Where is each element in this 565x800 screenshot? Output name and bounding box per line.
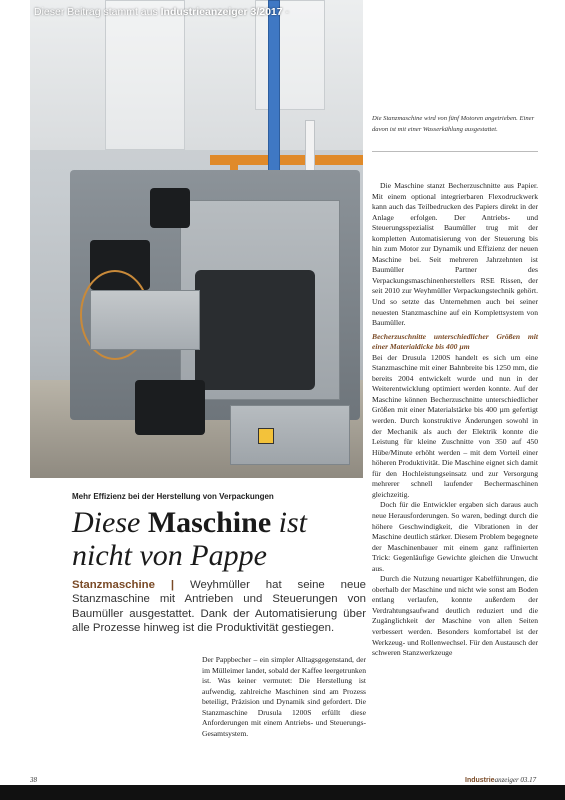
footer-brand-italic: anzeiger bbox=[494, 776, 519, 784]
page-number: 38 bbox=[30, 776, 37, 784]
headline-word-1: Diese bbox=[72, 506, 141, 539]
subheading: Becherzuschnitte unterschiedlicher Größen mit einer Materialdicke bis 400 µm bbox=[372, 331, 538, 352]
right-column bbox=[372, 181, 538, 659]
right-paragraph-3: Doch für die Entwickler ergaben sich daraus auch neue Herausforderungen. So waren, bedingt durch die höhere Geschwindigkeit, die Vibrationen in der Maschine deutlich stärker. Diesem Problem begegnete der Maschinenbauer mit einem ganz raffinierten Trick: Gegenläufige Gewichte gleichen die Unwucht aus. bbox=[372, 500, 538, 573]
photo-front-panel bbox=[90, 290, 200, 350]
source-line bbox=[32, 3, 300, 21]
source-magazine: Industrieanzeiger 3/2017 bbox=[160, 6, 283, 18]
article-lead bbox=[72, 578, 366, 635]
photo-glass-hood bbox=[105, 0, 185, 150]
right-paragraph-2: Bei der Drusula 1200S handelt es sich um eine Stanzmaschine mit einer Bahnbreite bis 1250 mm, die bereits 2004 entwickelt wurde und nun in der Weiterentwicklung optimiert werden konnte. Auf der Maschine können Becherzuschnitte unterschiedlicher Größen mit einer Materialstärke bis 400 µm gefertigt werden. Durch konstruktive Änderungen sowohl in der Mechanik als auch der Elektrik konnte die Leistung für kleine Zuschnitte von 350 auf 450 Hübe/Minute erhöht werden – mit dem Vorteil einer höheren Produktivität. Die Maschine eignet sich damit für den Hochleistungseinsatz und zur Versorgung mehrerer schnell laufender Bechermaschinen gleichzeitig. bbox=[372, 352, 538, 499]
footer-issue: 03.17 bbox=[518, 776, 537, 784]
photo-caption: Die Stanzmaschine wird von fünf Motoren angetrieben. Einer davon ist mit einer Wasserkühlung ausgestattet. bbox=[372, 115, 535, 133]
lead-text: Weyhmüller hat seine neue Stanzmaschine mit Antrieben und Steuerungen von Baumüller ausgestattet. Dank der Automatisierung über alle Prozesse hinweg ist die Produktivität gestiegen. bbox=[72, 579, 366, 634]
footer-brand-bold: Industrie bbox=[465, 777, 495, 784]
caption-divider bbox=[372, 151, 538, 152]
headline-word-2: Maschine bbox=[147, 506, 272, 539]
bottom-bar bbox=[0, 785, 565, 800]
headline-word-3: ist bbox=[278, 506, 307, 539]
footer-brand bbox=[465, 776, 536, 784]
photo-motor-upper bbox=[150, 188, 190, 228]
warning-label-icon bbox=[258, 428, 274, 444]
source-prefix: Dieser Beitrag stammt aus bbox=[34, 6, 161, 18]
article-kicker: Mehr Effizienz bei der Herstellung von Verpackungen bbox=[72, 492, 274, 501]
photo-base-panel bbox=[230, 405, 350, 465]
headline-line-2: nicht von Pappe bbox=[72, 539, 267, 572]
photo-dark-cover bbox=[195, 270, 315, 390]
photo-motor-lower bbox=[135, 380, 205, 435]
machine-photo bbox=[30, 0, 363, 478]
photo-orange-beam bbox=[210, 155, 363, 165]
lead-tag: Stanzmaschine | bbox=[72, 579, 175, 591]
source-suffix: - bbox=[282, 6, 290, 18]
right-paragraph-1: Die Maschine stanzt Becherzuschnitte aus Papier. Mit einem optional integrierbaren Flexodruckwerk kann auch das Teilbedrucken des Papiers direkt in der Anlage erfolgen. Der Antriebs- und Steuerungsspezialist Baumüller trug mit der kompletten Automatisierung von der Steuerung bis hin zum Motor zur Dynamik und Effizienz der neuen Maschine bei. Seit mehreren Jahrzehnten ist Baumüller Partner des Verpackungsmaschinenherstellers RSE Rissen, der seit 2010 zur Weyhmüller Verpackungstechnik gehört. Und so setzte das Unternehmen auch bei seiner neuesten Stanzmaschine auf ein Komplettsystem von Baumüller. bbox=[372, 181, 538, 328]
middle-column: Der Pappbecher – ein simpler Alltagsgegenstand, der im Mülleimer landet, sobald der Kaffee leergetrunken ist. Was keiner vermutet: Die Herstellung ist aufwendig, zahlreiche Maschinen sind am Prozess beteiligt, Präzision und Dynamik sind gefordert. Die Stanzmaschine Drusula 1200S erfüllt diese Anforderungen mit einem Antriebs- und Steuerungs-Gesamtsystem. bbox=[202, 655, 366, 738]
right-paragraph-4: Durch die Nutzung neuartiger Kabelführungen, die oberhalb der Maschine und nicht wie sonst am Boden entlang verlaufen, konnte außerdem der Verdrahtungsaufwand deutlich reduziert und die Zugänglichkeit der Maschine von allen Seiten verbessert werden. Besonders komfortabel ist der Werkzeug- und Rollenwechsel. Für den Austausch der schweren Stanzwerkzeuge bbox=[372, 574, 538, 658]
article-headline bbox=[72, 506, 372, 572]
